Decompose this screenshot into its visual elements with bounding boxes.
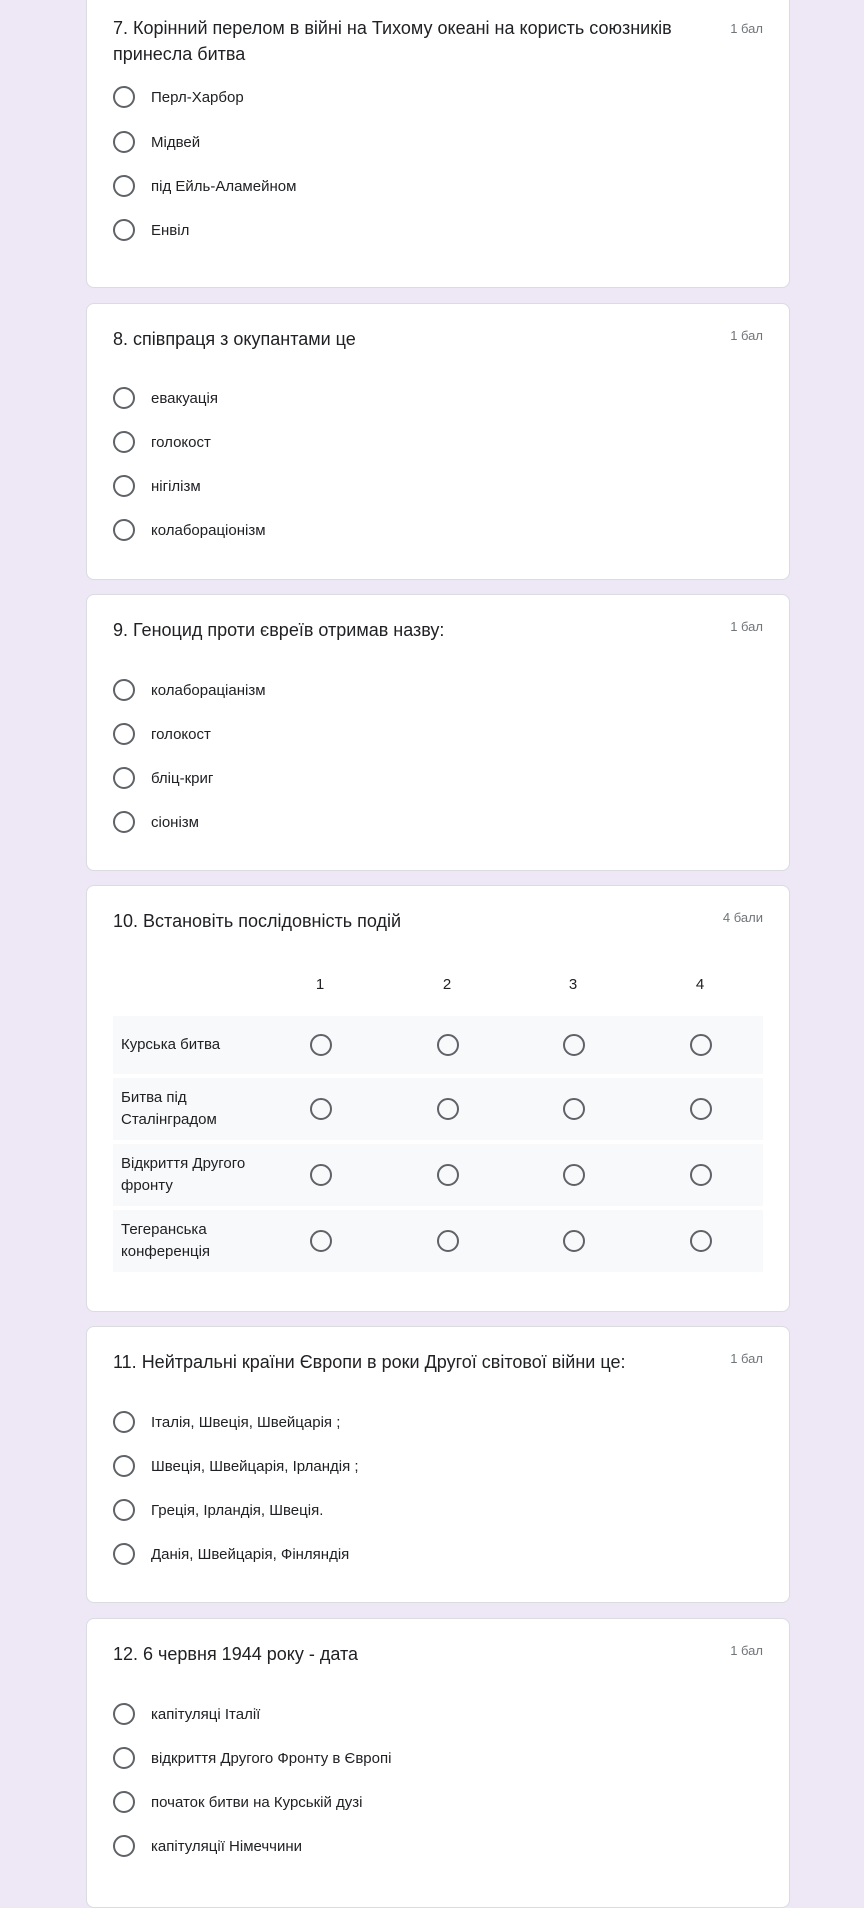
question-card-9 bbox=[86, 594, 790, 871]
question-title: 9. Геноцид проти євреїв отримав назву: bbox=[113, 620, 445, 640]
radio-circle[interactable] bbox=[113, 811, 135, 833]
option-radio[interactable] bbox=[113, 171, 296, 201]
question-points: 1 бал bbox=[730, 1643, 763, 1658]
radio-circle[interactable] bbox=[113, 767, 135, 789]
option-radio[interactable] bbox=[113, 1407, 340, 1437]
radio-circle[interactable] bbox=[113, 723, 135, 745]
grid-row-label: Відкриття Другого фронту bbox=[121, 1155, 246, 1194]
grid-column-header: 3 bbox=[568, 976, 578, 993]
option-label: бліц-криг bbox=[151, 769, 214, 787]
question-title: 12. 6 червня 1944 року - дата bbox=[113, 1644, 358, 1664]
radio-circle[interactable] bbox=[113, 679, 135, 701]
option-label: голокост bbox=[151, 433, 211, 451]
option-label: Мідвей bbox=[151, 133, 201, 151]
option-label: Перл-Харбор bbox=[151, 88, 244, 106]
option-radio[interactable] bbox=[113, 1831, 302, 1861]
radio-circle[interactable] bbox=[113, 519, 135, 541]
option-label: відкриття Другого Фронту в Європі bbox=[151, 1749, 392, 1767]
radio-circle[interactable] bbox=[113, 1499, 135, 1521]
option-radio[interactable] bbox=[113, 1743, 391, 1773]
option-radio[interactable] bbox=[113, 215, 189, 245]
option-label: колабораціонізм bbox=[151, 521, 266, 539]
question-card-7 bbox=[86, 0, 790, 288]
grid-column-header: 2 bbox=[442, 976, 452, 993]
grid-radio[interactable] bbox=[437, 1230, 459, 1252]
radio-circle[interactable] bbox=[113, 1455, 135, 1477]
radio-circle[interactable] bbox=[113, 1411, 135, 1433]
grid-row bbox=[113, 1210, 763, 1272]
grid-radio[interactable] bbox=[310, 1034, 332, 1056]
grid-row-label: Битва під Сталінградом bbox=[121, 1089, 217, 1128]
radio-circle[interactable] bbox=[113, 1791, 135, 1813]
option-radio[interactable] bbox=[113, 1699, 260, 1729]
radio-circle[interactable] bbox=[113, 1703, 135, 1725]
option-radio[interactable] bbox=[113, 675, 266, 705]
option-label: голокост bbox=[151, 725, 211, 743]
grid-radio[interactable] bbox=[563, 1230, 585, 1252]
option-radio[interactable] bbox=[113, 127, 200, 157]
radio-circle[interactable] bbox=[113, 86, 135, 108]
grid-radio[interactable] bbox=[437, 1164, 459, 1186]
grid-radio[interactable] bbox=[310, 1230, 332, 1252]
grid-row bbox=[113, 1078, 763, 1140]
option-radio[interactable] bbox=[113, 383, 218, 413]
grid-radio[interactable] bbox=[563, 1034, 585, 1056]
radio-circle[interactable] bbox=[113, 175, 135, 197]
grid-radio[interactable] bbox=[690, 1034, 712, 1056]
option-label: Енвіл bbox=[151, 221, 190, 239]
option-label: Данія, Швейцарія, Фінляндія bbox=[151, 1545, 350, 1563]
grid-column-header: 1 bbox=[315, 976, 325, 993]
question-title: 8. співпраця з окупантами це bbox=[113, 329, 356, 349]
grid-radio[interactable] bbox=[690, 1230, 712, 1252]
radio-circle[interactable] bbox=[113, 1835, 135, 1857]
radio-circle[interactable] bbox=[113, 1543, 135, 1565]
option-radio[interactable] bbox=[113, 719, 211, 749]
grid-radio[interactable] bbox=[310, 1164, 332, 1186]
radio-circle[interactable] bbox=[113, 431, 135, 453]
option-radio[interactable] bbox=[113, 1539, 349, 1569]
question-points: 1 бал bbox=[730, 21, 763, 36]
option-radio[interactable] bbox=[113, 515, 266, 545]
option-radio[interactable] bbox=[113, 427, 211, 457]
grid-radio[interactable] bbox=[690, 1164, 712, 1186]
grid-row-label: Курська битва bbox=[121, 1036, 221, 1053]
option-label: Італія, Швеція, Швейцарія ; bbox=[151, 1413, 341, 1431]
radio-circle[interactable] bbox=[113, 475, 135, 497]
grid-column-header: 4 bbox=[695, 976, 705, 993]
radio-circle[interactable] bbox=[113, 387, 135, 409]
option-label: колабораціанізм bbox=[151, 681, 266, 699]
question-points: 1 бал bbox=[730, 1351, 763, 1366]
option-radio[interactable] bbox=[113, 1787, 363, 1817]
question-points: 4 бали bbox=[722, 910, 763, 925]
option-label: Греція, Ірландія, Швеція. bbox=[151, 1501, 324, 1519]
grid-radio[interactable] bbox=[437, 1034, 459, 1056]
option-radio[interactable] bbox=[113, 471, 201, 501]
option-radio[interactable] bbox=[113, 1451, 359, 1481]
question-card-10 bbox=[86, 885, 790, 1312]
question-card-8 bbox=[86, 303, 790, 580]
option-label: капітуляці Італії bbox=[151, 1705, 261, 1723]
option-label: нігілізм bbox=[151, 477, 201, 495]
radio-circle[interactable] bbox=[113, 131, 135, 153]
question-title: 10. Встановіть послідовність подій bbox=[113, 911, 402, 931]
grid-radio[interactable] bbox=[310, 1098, 332, 1120]
option-radio[interactable] bbox=[113, 807, 199, 837]
option-label: початок битви на Курській дузі bbox=[151, 1793, 363, 1811]
grid-radio[interactable] bbox=[690, 1098, 712, 1120]
option-radio[interactable] bbox=[113, 763, 213, 793]
grid-row-label: Тегеранська конференція bbox=[121, 1221, 211, 1260]
grid-row bbox=[113, 1144, 763, 1206]
question-card-11 bbox=[86, 1326, 790, 1603]
option-label: Швеція, Швейцарія, Ірландія ; bbox=[151, 1457, 359, 1475]
option-label: під Ейль-Аламейном bbox=[151, 177, 297, 195]
grid-radio[interactable] bbox=[437, 1098, 459, 1120]
radio-circle[interactable] bbox=[113, 1747, 135, 1769]
option-label: капітуляції Німеччини bbox=[151, 1837, 303, 1855]
grid-row bbox=[113, 1016, 763, 1074]
grid-radio[interactable] bbox=[563, 1164, 585, 1186]
question-title: 11. Нейтральні країни Європи в роки Другої світової війни це: bbox=[113, 1352, 626, 1372]
radio-circle[interactable] bbox=[113, 219, 135, 241]
option-radio[interactable] bbox=[113, 82, 244, 112]
option-label: евакуація bbox=[151, 389, 218, 407]
question-title: 7. Корінний перелом в війні на Тихому океані на користь союзників принесла битва bbox=[113, 18, 672, 64]
option-radio[interactable] bbox=[113, 1495, 323, 1525]
option-label: сіонізм bbox=[151, 813, 199, 831]
question-card-12 bbox=[86, 1618, 790, 1908]
grid-radio[interactable] bbox=[563, 1098, 585, 1120]
question-points: 1 бал bbox=[730, 328, 763, 343]
question-points: 1 бал bbox=[730, 619, 763, 634]
